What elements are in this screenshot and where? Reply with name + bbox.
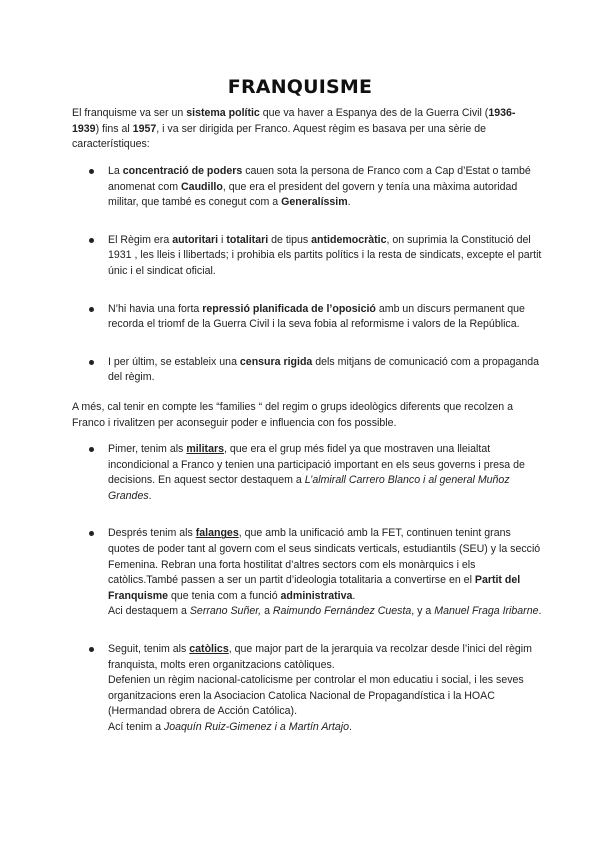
text: Després tenim als xyxy=(108,527,196,540)
text: i xyxy=(218,233,227,246)
text: Seguit, tenim als xyxy=(108,642,190,655)
intro-paragraph xyxy=(72,106,542,153)
bold-text: antidemocràtic xyxy=(311,233,387,246)
text: La xyxy=(108,165,123,177)
underlined-term: catòlics xyxy=(189,642,229,655)
text: , que amb la unificació amb la FET, continuen tenint grans quotes de poder tant al govern com el seus sindicats verticals, estudiantils (SEU) y la secció Femenina. Rebran una forta hostilitat d’altres sectors com els monàrquics i els catòlics.També passen a ser un partit d’ideologia totalitaria a convertirse en el xyxy=(108,527,541,587)
list-item xyxy=(72,642,542,736)
families-list xyxy=(72,442,542,758)
italic-text: L’almirall Carrero Blanco i al general Muñoz Grandes xyxy=(108,474,510,502)
text: , y a xyxy=(411,605,435,618)
text: , i va ser dirigida per Franco. Aquest règim es basava per una sèrie de característiques: xyxy=(72,122,487,151)
text: El Règim era xyxy=(108,233,173,246)
bold-text: concentració de poders xyxy=(122,165,243,177)
text: ) fins al xyxy=(95,122,133,135)
text: . xyxy=(538,605,542,618)
italic-text: Serrano Suñer, xyxy=(189,605,262,618)
list-item xyxy=(72,355,542,386)
bold-text: autoritari xyxy=(172,233,219,246)
underlined-term: militars xyxy=(186,443,224,455)
text: Defenien un règim nacional-catolicisme per controlar el mon educatiu i social, i les seves organitzacions eren la Asociacion Catolica Nacional de Propagandística i la HOAC (Hermandad obrera de Acción Católica). xyxy=(108,674,524,718)
list-item xyxy=(72,302,542,333)
italic-text: Joaquín Ruiz-Gimenez i a Martín Artajo xyxy=(163,720,350,733)
text: . xyxy=(349,720,352,733)
underlined-term: falanges xyxy=(195,527,239,540)
page-title: FRANQUISME xyxy=(227,76,373,98)
italic-text: Manuel Fraga Iribarne xyxy=(434,605,539,618)
text: . xyxy=(347,196,351,209)
list-item xyxy=(72,233,542,280)
text: , que era el grup més fidel ya que mostraven una lleialtat incondicional a Franco y tenien una participació important en els seus governs i presa de decisions. En aquest sector destaquem a xyxy=(108,443,525,487)
bold-text: 1957 xyxy=(132,122,157,135)
text: cauen sota la persona de Franco com a Cap d’Estat o també anomenat com xyxy=(108,165,531,193)
text: que va haver a Espanya des de la Guerra Civil ( xyxy=(259,107,489,119)
text: Pimer, tenim als xyxy=(108,443,187,455)
list-item xyxy=(72,442,542,504)
text: , que major part de la jerarquia va recolzar desde l’inici del règim franquista, molts eren organitzacions catòliques. xyxy=(108,642,532,671)
bold-text: administrativa xyxy=(280,589,353,602)
text: , que era el president del govern y tenía una màxima autoridad militar, que també es conegut com a xyxy=(108,180,518,209)
text: que tenia com a funció xyxy=(168,589,281,602)
text: El franquisme va ser un xyxy=(72,107,187,119)
bold-text: 1936-1939 xyxy=(72,107,516,135)
bold-text: totalitari xyxy=(226,233,269,246)
text: Aci destaquem a xyxy=(108,605,190,618)
text: de tipus xyxy=(268,233,312,246)
list-item xyxy=(72,164,542,211)
text: dels mitjans de comunicació com a propaganda del règim. xyxy=(108,355,540,384)
bold-text: Partit del Franquisme xyxy=(108,574,521,602)
text: I per últim, se estableix una xyxy=(108,355,240,368)
text: . xyxy=(352,589,356,602)
bold-text: censura rigida xyxy=(239,355,313,368)
text: . xyxy=(148,489,152,502)
bold-text: repressió planificada de l’oposició xyxy=(202,302,376,315)
italic-text: Raimundo Fernández Cuesta xyxy=(272,605,412,618)
text: a xyxy=(261,605,273,618)
list-item xyxy=(72,526,542,620)
text: Ací tenim a xyxy=(108,720,164,733)
text: N’hi havia una forta xyxy=(108,302,203,315)
bold-text: Caudillo xyxy=(181,180,223,193)
families-paragraph: A més, cal tenir en compte les “families “ del regim o grups ideològics diferents que recolzen a Franco i rivalitzen per aconseguir poder e influencia con fos possible. xyxy=(72,401,514,429)
characteristics-list xyxy=(72,164,542,408)
text: amb un discurs permanent que recorda el triomf de la Guerra Civil i la seva fobia al reformisme i valors de la República. xyxy=(108,302,525,331)
bold-text: sistema polític xyxy=(186,107,260,119)
text: , on suprimia la Constitució del 1931 , les lleis i llibertads; i prohibia els partits polítics i la resta de sindicats, excepte el partit únic i el sindicat oficial. xyxy=(108,233,542,277)
bold-text: Generalíssim xyxy=(281,196,348,209)
